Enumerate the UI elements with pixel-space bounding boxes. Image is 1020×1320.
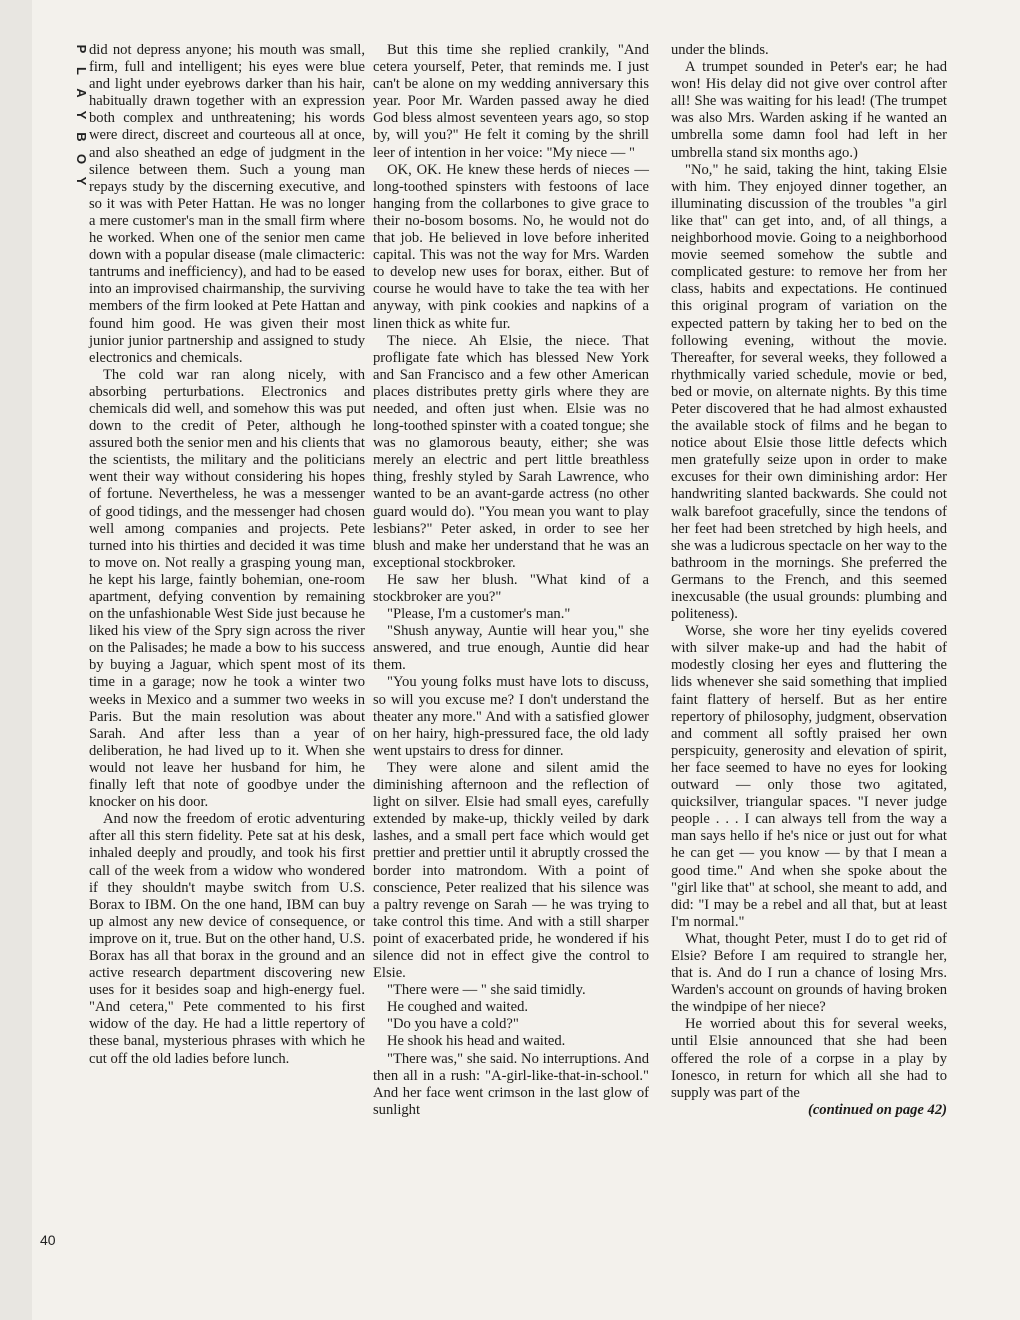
page-number: 40 [40,1232,56,1248]
paragraph: under the blinds. [671,42,769,58]
paragraph: OK, OK. He knew these herds of nieces — long-toothed spinsters with festoons of lace hanging from the collarbones to give grace to their no-bosom bosoms. No, he would not do that job. He believed in love before inherited capital. This was not the way for Mrs. Warden to develop new uses for borax, either. But of course he would have to take the tea with her anyway, with pink cookies and napkins of a linen thick as white fur. [373,161,649,332]
paragraph: But this time she replied crankily, "And cetera yourself, Peter, that reminds me. I just can't be alone on my wedding anniversary this year. Poor Mr. Warden passed away he died God bless almost seventeen years ago, so stop by, will you?" He felt it coming by the shrill leer of intention in her voice: "My niece — " [373,42,649,161]
paragraph: And now the freedom of erotic adventuring after all this stern fidelity. Pete sat at his desk, inhaled deeply and proudly, and took his first call of the week from a widow who wondered if they shouldn't maybe switch from U.S. Borax to IBM. On the one hand, IBM can buy up almost any new device of consequence, or improve on it, true. But on the other hand, U.S. Borax has all that borax in the ground and an active research department discovering new uses for it besides soap and high-energy fuel. "And cetera," Pete commented to his first widow of the day. He had a little repertory of these banal, mysterious phrases with which he cut off the old ladies before lunch. [89,811,365,1067]
paragraph: Worse, she wore her tiny eyelids covered with silver make-up and had the habit of modestly closing her eyes and fluttering the lids whenever she said something that implied faint flattery of herself. But as her entire repertory of philosophy, judgment, observation and comment all softly praised her own perspicuity, generosity and elevation of spirit, her face seemed to have no eyes for looking outward — only those two agitated, quicksilver, triangular spaces. "I never judge people . . . I can always tell from the way a man says hello if he's nice or just out for what he can get — you know — by that I mean a good time." And when she spoke about the "girl like that" at school, she meant to add, and did: "I may be a rebel and all that, but at least I'm normal." [671,623,947,930]
spine-letter: L [74,67,89,75]
paragraph: The cold war ran along nicely, with absorbing perturbations. Electronics and chemicals did well, and somehow this was put down to the credit of Peter, although he assured both the senior men and his clients that the scientists, the military and the politicians went their way without considering his hopes of fortune. Nevertheless, he was a messenger of good tidings, and the messenger had chosen well among companies and projects. Pete turned into his thirties and decided it was time to move on. Not really a grasping young man, he kept his large, faintly bohemian, one-room apartment, defying convention by remaining on the unfashionable West Side just because he liked his view of the Spry sign across the river on the Palisades; he made a bow to his success by buying a Jaguar, which spent most of its time in a garage; now he took a winter two weeks in Mexico and a summer two weeks in Paris. But the main resolution was about Sarah. And after less than a year of deliberation, he had lived up to it. When she would not leave her husband for him, he finally left that note of goodbye under the knocker on his door. [89,366,365,811]
magazine-spine-title [72,38,90,192]
paragraph: "There were — " she said timidly. [387,982,586,999]
spine-letter: P [74,44,89,54]
paragraph: "There was," she said. No interruptions. And then all in a rush: "A-girl-like-that-in-school." And her face went crimson in the last glow of sunlight [373,1050,649,1118]
paragraph: A trumpet sounded in Peter's ear; he had won! His delay did not give over control after all! She was waiting for his lead! (The trumpet was also Mrs. Warden asking if he wanted an umbrella some damn fool had left in her umbrella stand six months ago.) [671,59,947,161]
paragraph: He shook his head and waited. [387,1033,566,1050]
text-column-1 [89,42,365,1068]
spine-letter: A [74,88,89,98]
paragraph: He worried about this for several weeks, until Elsie announced that she had been offered the role of a corpse in a play by Ionesco, in return for which all she had to supply was part of the [671,1016,947,1101]
text-column-3 [671,42,947,1119]
paragraph: "You young folks must have lots to discuss, so will you excuse me? I don't understand the theater any more." And with a satisfied glower on her hairy, high-pressured face, the old lady went upstairs to dress for dinner. [373,674,649,759]
spine-letter: B [74,132,89,142]
paragraph: The niece. Ah Elsie, the niece. That profligate fate which has blessed New York and San Francisco and a few other American places distributes pretty girls where they are needed, and often just when. Elsie was no long-toothed spinster with a coated tongue; she was no glamorous beauty, either; she was merely an electric and pert little breathless thing, freshly styled by Sarah Lawrence, who wanted to be an avant-garde actress (no other guard would do). "You mean you want to play lesbians?" Peter asked, in order to see her blush and make her understand that he was an exceptional stockbroker. [373,332,649,571]
paragraph: He coughed and waited. [387,999,529,1016]
paragraph: He saw her blush. "What kind of a stockbroker are you?" [373,571,649,605]
paragraph: They were alone and silent amid the diminishing afternoon and the reflection of light on silver. Elsie had small eyes, carefully extended by make-up, thickly veiled by dark lashes, and a small pert face which would get prettier and prettier until it abruptly crossed the border into matrondom. With a point of conscience, Peter realized that his silence was a paltry revenge on Sarah — he was trying to take control this time. And with a still sharper point of exacerbated pride, he wondered if his silence did not in effect give the control to Elsie. [373,759,649,982]
paragraph: "Shush anyway, Auntie will hear you," she answered, and true enough, Auntie did hear them. [373,623,649,674]
paragraph: did not depress anyone; his mouth was small, firm, full and intelligent; his eyes were blue and light under eyebrows darker than his hair, habitually drawn together with an expression both complex and unthreatening; his words were direct, discreet and courteous all at once, and also sheathed an edge of judgment in the silence between them. Such a young man repays study by the discerning executive, and so it was with Peter Hattan. He was no longer a mere customer's man in the small firm where he worked. When one of the senior men came down with a popular disease (male climacteric: tantrums and inefficiency), and had to be eased into an improvised chairmanship, the surviving members of the firm looked at Pete Hattan and found him good. He was given their most junior junior partnership and assigned to study electronics and chemicals. [89,42,365,366]
paragraph: "No," he said, taking the hint, taking Elsie with him. They enjoyed dinner together, an illuminating discussion of the troubles "a girl like that" can get into, and, of all things, a neighborhood movie. Going to a neighborhood movie seemed somehow the subtle and complicated gesture: to remove her from her class, habits and expectations. He continued this original program of variation on the expected pattern by taking her to bed on the following evening, without the movie. Thereafter, for several weeks, they followed a rhythmically varied schedule, movie or bed, bed or movie, on alternate nights. By this time Peter discovered that he had almost exhausted the available stock of films and he began to notice about Elsie those little defects which men gratefully seize upon in order to make excuses for their own diminishing ardor: Her handwriting slanted backwards. She could not walk barefoot gracefully, since the tendons of her feet had been stretched by high heels, and she was a ludicrous spectacle on her way to the bathroom in the mornings. She preferred the Germans to the French, and this seemed inexcusable (the usual grounds: plumbing and politeness). [671,161,947,623]
paragraph: "Please, I'm a customer's man." [387,606,571,623]
spine-letter: O [74,153,89,165]
text-column-2 [373,42,649,1119]
spine-letter: Y [74,110,89,120]
paragraph: "Do you have a cold?" [387,1016,519,1033]
paragraph: What, thought Peter, must I do to get rid of Elsie? Before I am required to strangle her, that is. And do I run a chance of losing Mrs. Warden's account on grounds of having broken the windpipe of her niece? [671,930,947,1016]
continued-note: (continued on page 42) [807,1101,947,1118]
spine-letter: Y [74,176,89,186]
